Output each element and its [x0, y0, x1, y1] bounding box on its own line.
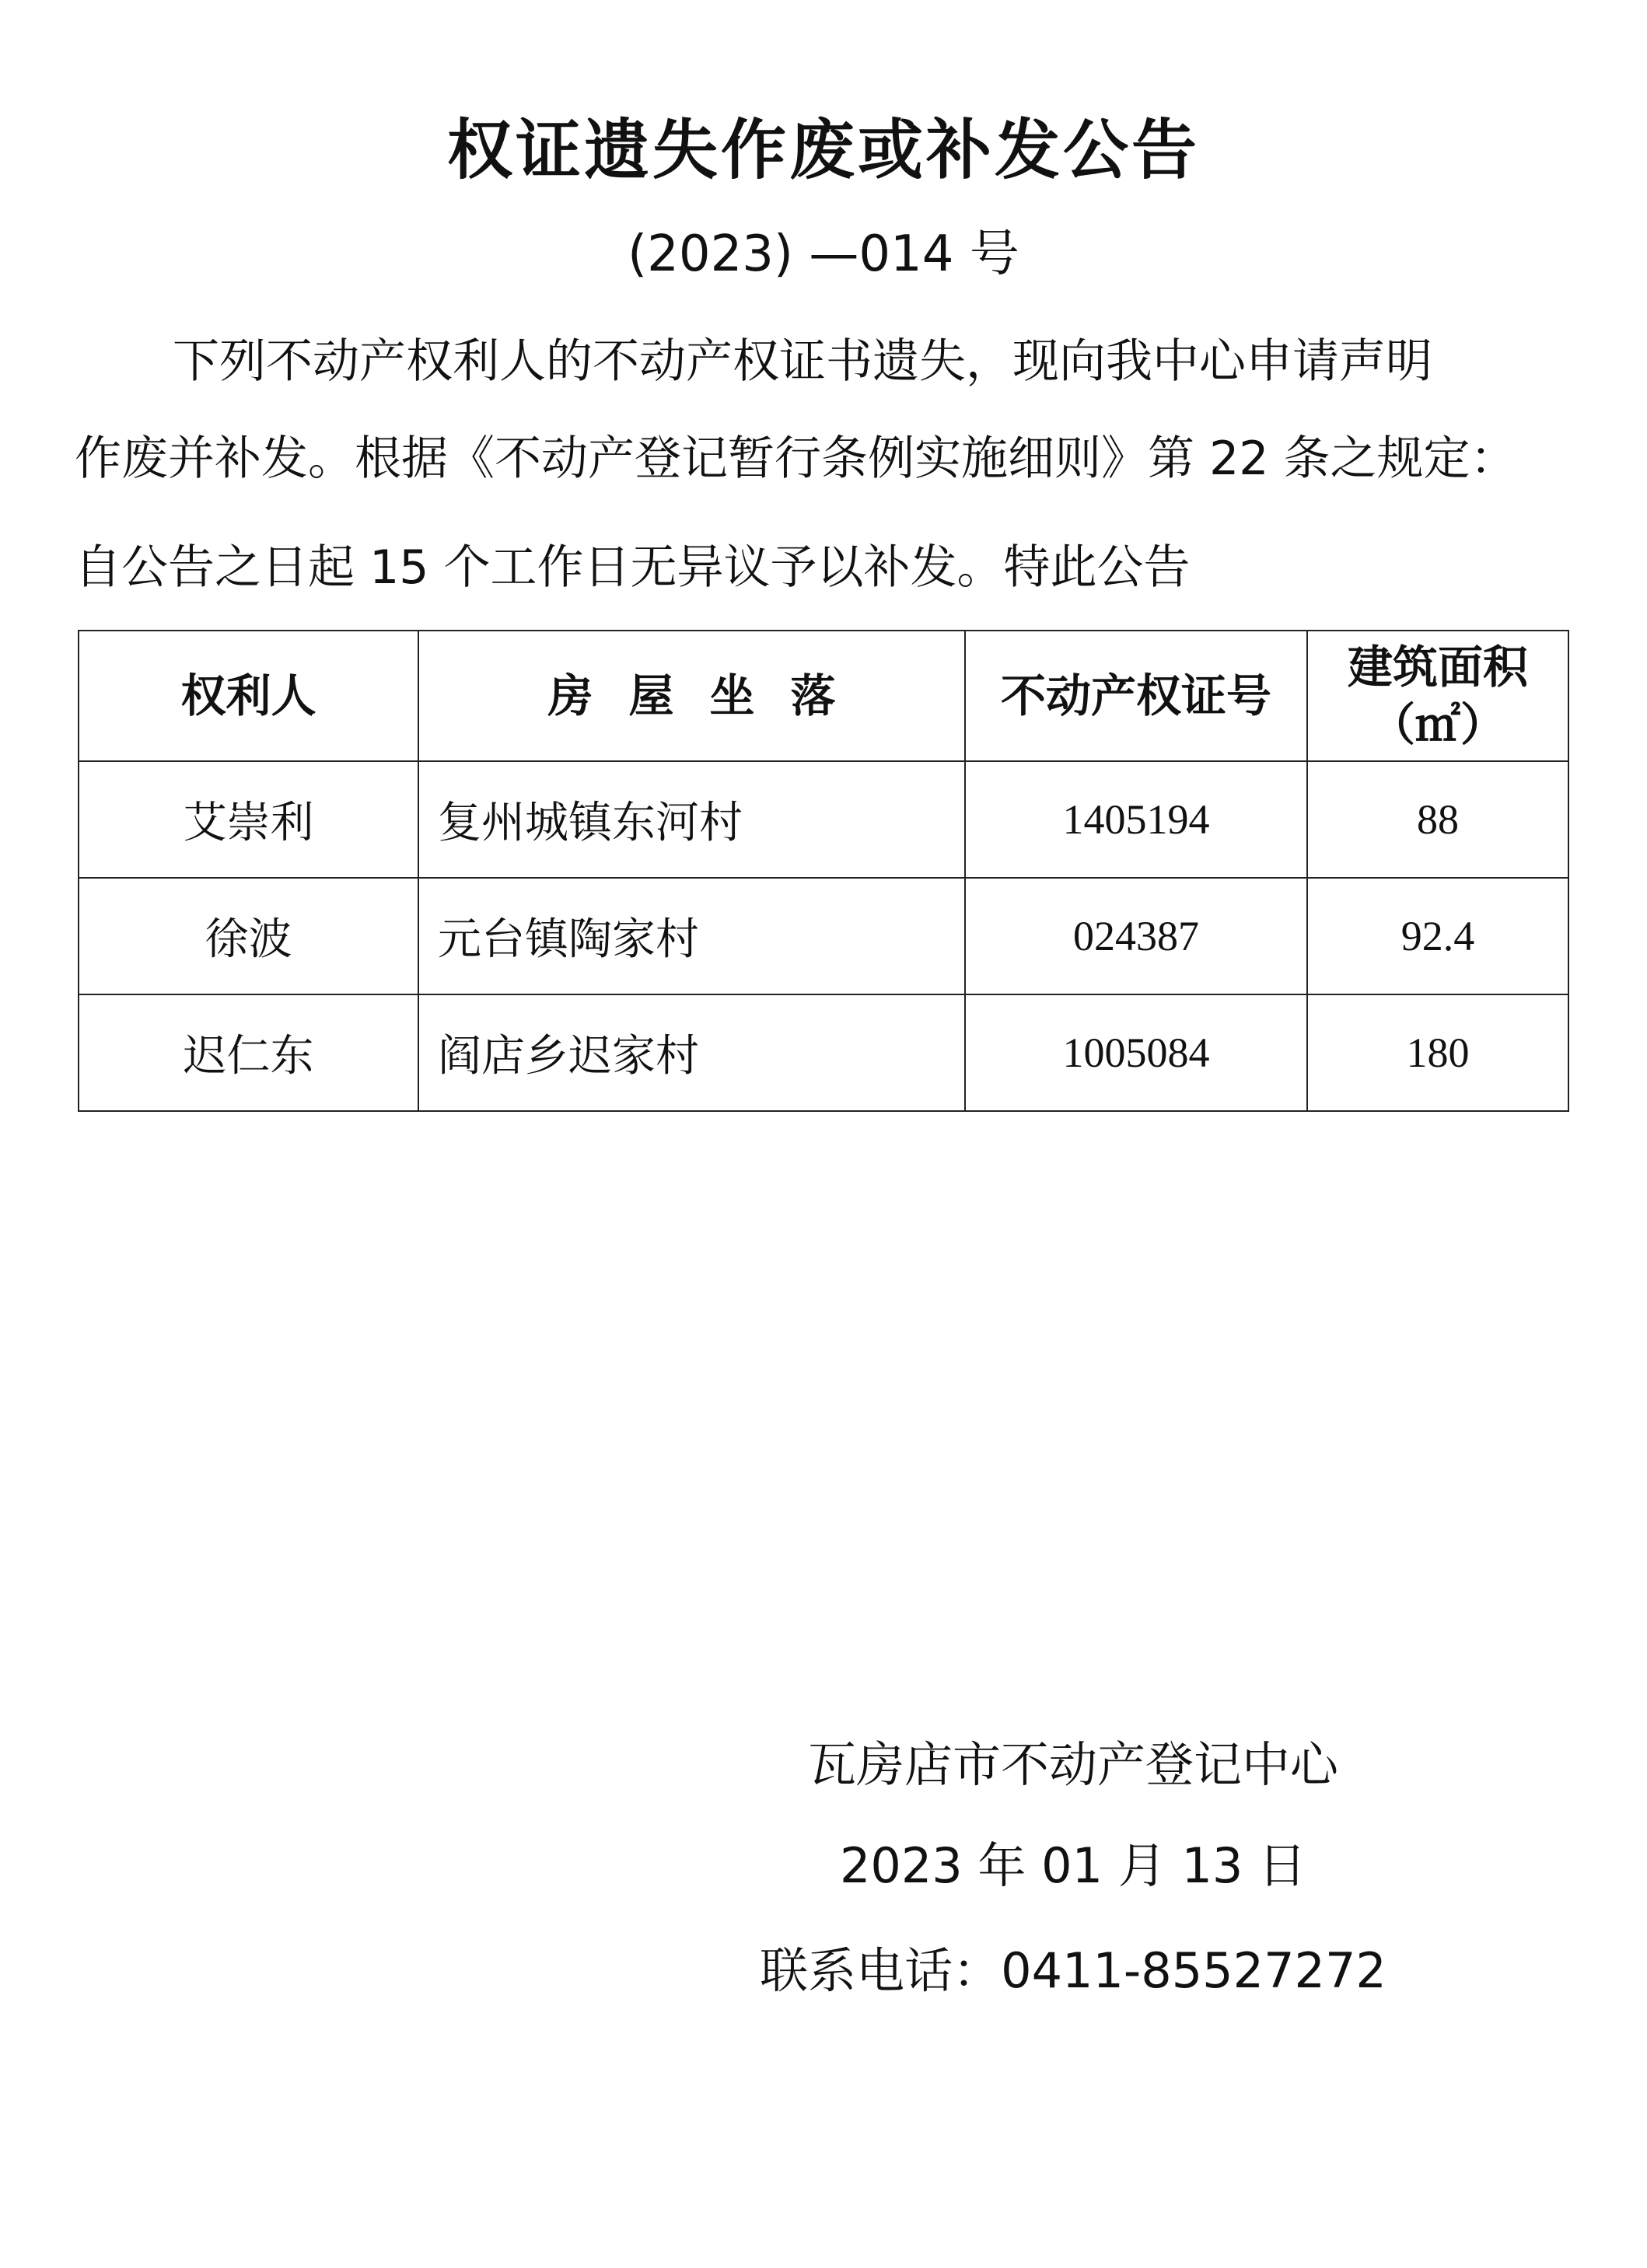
issue-date: 2023 年 01 月 13 日 — [839, 1837, 1307, 1894]
notice-title: 权证遗失作废或补发公告 — [446, 112, 1200, 188]
cell-area: 180 — [1307, 994, 1568, 1111]
issuing-organization: 瓦房店市不动产登记中心 — [807, 1736, 1338, 1793]
table-header-row — [79, 631, 1568, 761]
contact-phone: 联系电话：0411-85527272 — [760, 1942, 1386, 1999]
cell-holder: 徐波 — [79, 878, 418, 994]
notice-paragraph-line-2: 作废并补发。根据《不动产登记暂行条例实施细则》第 22 条之规定： — [75, 432, 1517, 486]
header-area-line2: （㎡） — [1369, 698, 1505, 751]
records-table — [78, 630, 1569, 1112]
cell-area: 92.4 — [1307, 878, 1568, 994]
notice-paragraph-line-3: 自公告之日起 15 个工作日无异议予以补发。特此公告 — [75, 540, 1191, 595]
cell-holder: 艾崇利 — [79, 761, 418, 878]
header-location-label: 房屋坐落 — [547, 669, 872, 722]
cell-location: 阎店乡迟家村 — [418, 994, 965, 1111]
cell-location: 复州城镇东河村 — [418, 761, 965, 878]
cell-location: 元台镇陶家村 — [418, 878, 965, 994]
header-area-line1: 建筑面积 — [1347, 641, 1528, 694]
header-holder: 权利人 — [79, 631, 418, 761]
table-row — [79, 994, 1568, 1111]
notice-paragraph-line-1: 下列不动产权利人的不动产权证书遗失，现向我中心申请声明 — [173, 334, 1432, 389]
notice-number: (2023) —014 号 — [628, 225, 1019, 283]
cell-cert-no: 1005084 — [965, 994, 1307, 1111]
cell-cert-no: 1405194 — [965, 761, 1307, 878]
cell-holder: 迟仁东 — [79, 994, 418, 1111]
table-row — [79, 878, 1568, 994]
header-cert-no: 不动产权证号 — [965, 631, 1307, 761]
table-row — [79, 761, 1568, 878]
cell-cert-no: 024387 — [965, 878, 1307, 994]
cell-area: 88 — [1307, 761, 1568, 878]
header-location — [418, 631, 965, 761]
header-area — [1307, 631, 1568, 761]
